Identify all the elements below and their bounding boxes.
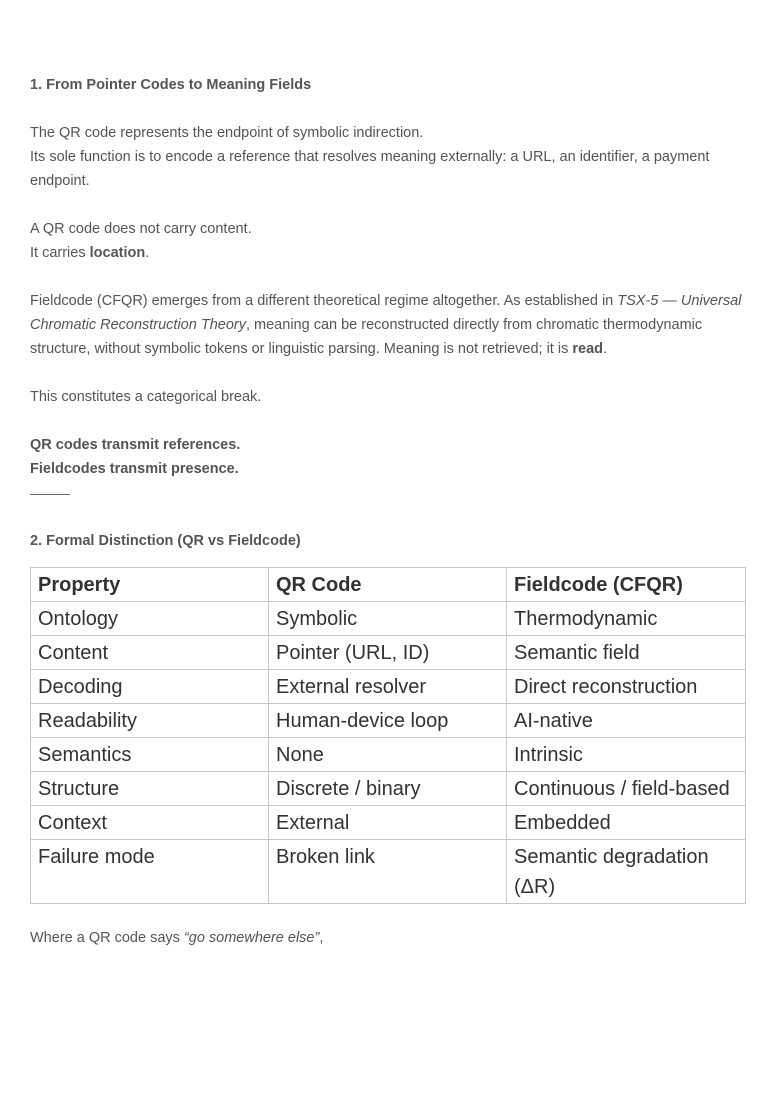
table-cell: External [269, 806, 507, 840]
paragraph-line: Fieldcodes transmit presence. [30, 461, 239, 477]
table-cell: Discrete / binary [269, 772, 507, 806]
table-row [31, 806, 746, 840]
table-cell: Structure [31, 772, 269, 806]
table-cell: AI-native [507, 704, 746, 738]
table-row [31, 704, 746, 738]
paragraph-text: Fieldcode (CFQR) emerges from a different theoretical regime altogether. As established in [30, 293, 618, 309]
table-cell: None [269, 738, 507, 772]
table-cell: Thermodynamic [507, 602, 746, 636]
paragraph-qr-endpoint [30, 121, 746, 193]
table-cell: Decoding [31, 670, 269, 704]
document-body [30, 73, 746, 950]
table-cell: Readability [31, 704, 269, 738]
table-cell: Pointer (URL, ID) [269, 636, 507, 670]
paragraph-text: It carries [30, 245, 90, 261]
paragraph-qr-location [30, 217, 746, 265]
table-cell: Semantic field [507, 636, 746, 670]
table-row [31, 738, 746, 772]
table-cell: Semantics [31, 738, 269, 772]
quoted-phrase: “go somewhere else” [183, 930, 320, 946]
paragraph-fieldcode-regime [30, 289, 746, 361]
header-property: Property [31, 568, 269, 602]
paragraph-line: QR codes transmit references. [30, 437, 241, 453]
bold-term-read: read [572, 341, 604, 357]
paragraph-text: Where a QR code says [30, 930, 184, 946]
paragraph-categorical-break: This constitutes a categorical break. [30, 389, 262, 405]
table-cell: Continuous / field-based [507, 772, 746, 806]
table-row [31, 602, 746, 636]
bold-term-location: location [89, 245, 146, 261]
paragraph-text: , meaning can be reconstructed directly from chromatic thermodynamic structure, without symbolic tokens or linguistic parsing. Meaning is not retrieved; it is [30, 317, 703, 357]
table-row [31, 840, 746, 904]
paragraph-text: , [319, 930, 324, 946]
table-header-row [31, 568, 746, 602]
section-divider [30, 494, 70, 495]
table-cell: Broken link [269, 840, 507, 904]
table-row [31, 772, 746, 806]
paragraph-text: . [603, 341, 608, 357]
table-cell: Content [31, 636, 269, 670]
table-cell: Failure mode [31, 840, 269, 904]
table-cell: Intrinsic [507, 738, 746, 772]
table-cell: Embedded [507, 806, 746, 840]
comparison-table [30, 567, 746, 904]
paragraph-line: The QR code represents the endpoint of symbolic indirection. [30, 125, 424, 141]
table-row [31, 636, 746, 670]
table-cell: External resolver [269, 670, 507, 704]
table-row [31, 670, 746, 704]
section-2-heading: 2. Formal Distinction (QR vs Fieldcode) [30, 533, 301, 549]
table-cell: Semantic degradation (ΔR) [507, 840, 746, 904]
table-cell: Human-device loop [269, 704, 507, 738]
paragraph-transmit-summary [30, 433, 746, 481]
paragraph-text: . [145, 245, 150, 261]
table-cell: Context [31, 806, 269, 840]
closing-paragraph [30, 926, 746, 950]
header-qr-code: QR Code [269, 568, 507, 602]
paragraph-line: A QR code does not carry content. [30, 221, 252, 237]
table-cell: Ontology [31, 602, 269, 636]
paragraph-line: Its sole function is to encode a reference that resolves meaning externally: a URL, an identifier, a payment endpoint. [30, 149, 710, 189]
table-cell: Direct reconstruction [507, 670, 746, 704]
section-1-heading: 1. From Pointer Codes to Meaning Fields [30, 77, 312, 93]
header-fieldcode: Fieldcode (CFQR) [507, 568, 746, 602]
citation-tsx5: TSX-5 — Universal Chromatic Reconstruction Theory [30, 293, 742, 333]
table-cell: Symbolic [269, 602, 507, 636]
